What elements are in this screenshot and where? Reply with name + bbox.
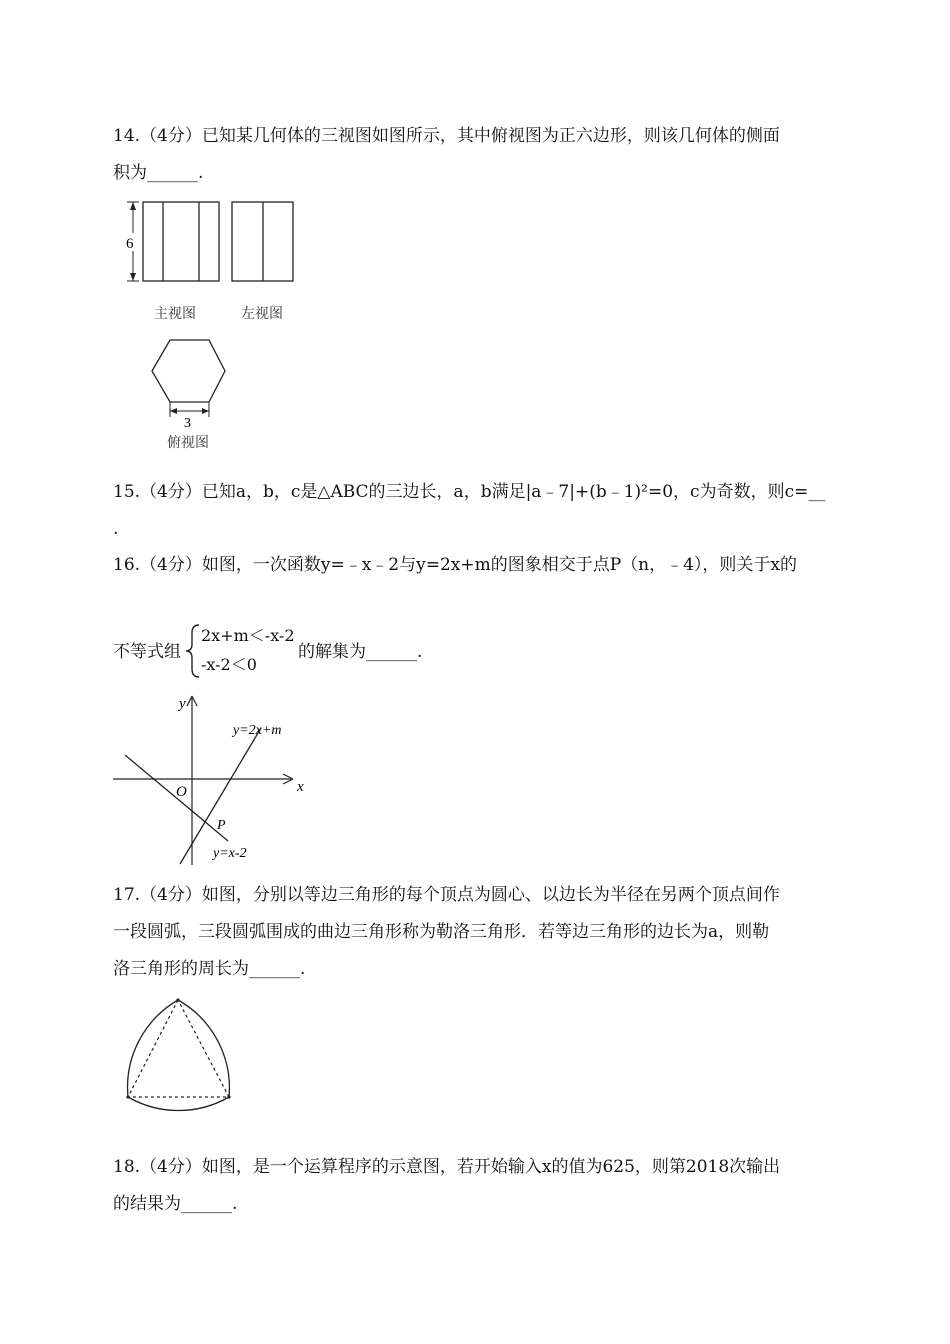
side-dimension bbox=[170, 402, 209, 431]
three-view-figure bbox=[113, 195, 313, 455]
front-view-caption: 主视图 bbox=[154, 306, 196, 322]
left-view-caption: 左视图 bbox=[241, 306, 283, 322]
side-label: 3 bbox=[184, 416, 191, 431]
height-label: 6 bbox=[126, 236, 134, 252]
q18-text-line-2: 的结果为______. bbox=[113, 1194, 238, 1214]
top-view-caption: 俯视图 bbox=[167, 435, 209, 451]
q16-text-line-1: 16.（4分）如图，一次函数y=﹣x﹣2与y=2x+m的图象相交于点P（n，﹣4），则关于x的 bbox=[113, 555, 798, 575]
front-view bbox=[143, 202, 219, 281]
q16-prefix: 不等式组 bbox=[113, 642, 181, 662]
line-1-label: y=2x+m bbox=[233, 723, 282, 738]
y-axis-label: y bbox=[179, 696, 186, 712]
line-2-label: y=x-2 bbox=[213, 846, 247, 861]
line-y-neg-x-minus-2 bbox=[125, 755, 228, 841]
q17-text-line-1: 17.（4分）如图，分别以等边三角形的每个顶点为圆心、以边长为半径在另两个顶点间作 bbox=[113, 885, 780, 905]
q17-text-line-2: 一段圆弧，三段圆弧围成的曲边三角形称为勒洛三角形．若等边三角形的边长为a，则勒 bbox=[113, 922, 770, 942]
point-p-label: P bbox=[217, 818, 226, 833]
q16-system-row-2: -x-2＜0 bbox=[201, 655, 257, 674]
q16-graph bbox=[113, 690, 323, 870]
q15-text-line-2: . bbox=[113, 519, 119, 539]
q14-text-line-1: 14.（4分）已知某几何体的三视图如图所示，其中俯视图为正六边形，则该几何体的侧面 bbox=[113, 126, 780, 146]
equilateral-triangle bbox=[128, 1000, 229, 1097]
x-axis-label: x bbox=[297, 779, 304, 795]
q14-text-line-2: 积为______. bbox=[113, 163, 204, 183]
q15-text-line-1: 15.（4分）已知a，b，c是△ABC的三边长，a，b满足|a﹣7|+(b﹣1)²=0，c为奇数，则c=__ bbox=[113, 482, 826, 502]
q17-text-line-3: 洛三角形的周长为______. bbox=[113, 959, 306, 979]
origin-label: O bbox=[176, 784, 187, 800]
reuleaux-triangle-figure bbox=[118, 993, 248, 1118]
height-dimension bbox=[123, 202, 141, 281]
left-brace-icon bbox=[183, 622, 203, 680]
q16-suffix: 的解集为______. bbox=[298, 642, 423, 662]
q18-text-line-1: 18.（4分）如图，是一个运算程序的示意图，若开始输入x的值为625，则第2018次输出 bbox=[113, 1157, 781, 1177]
q16-system-row-1: 2x+m＜-x-2 bbox=[201, 626, 295, 645]
reuleaux-outline bbox=[128, 1000, 230, 1111]
top-view-hexagon bbox=[152, 340, 225, 402]
left-view bbox=[232, 202, 293, 281]
